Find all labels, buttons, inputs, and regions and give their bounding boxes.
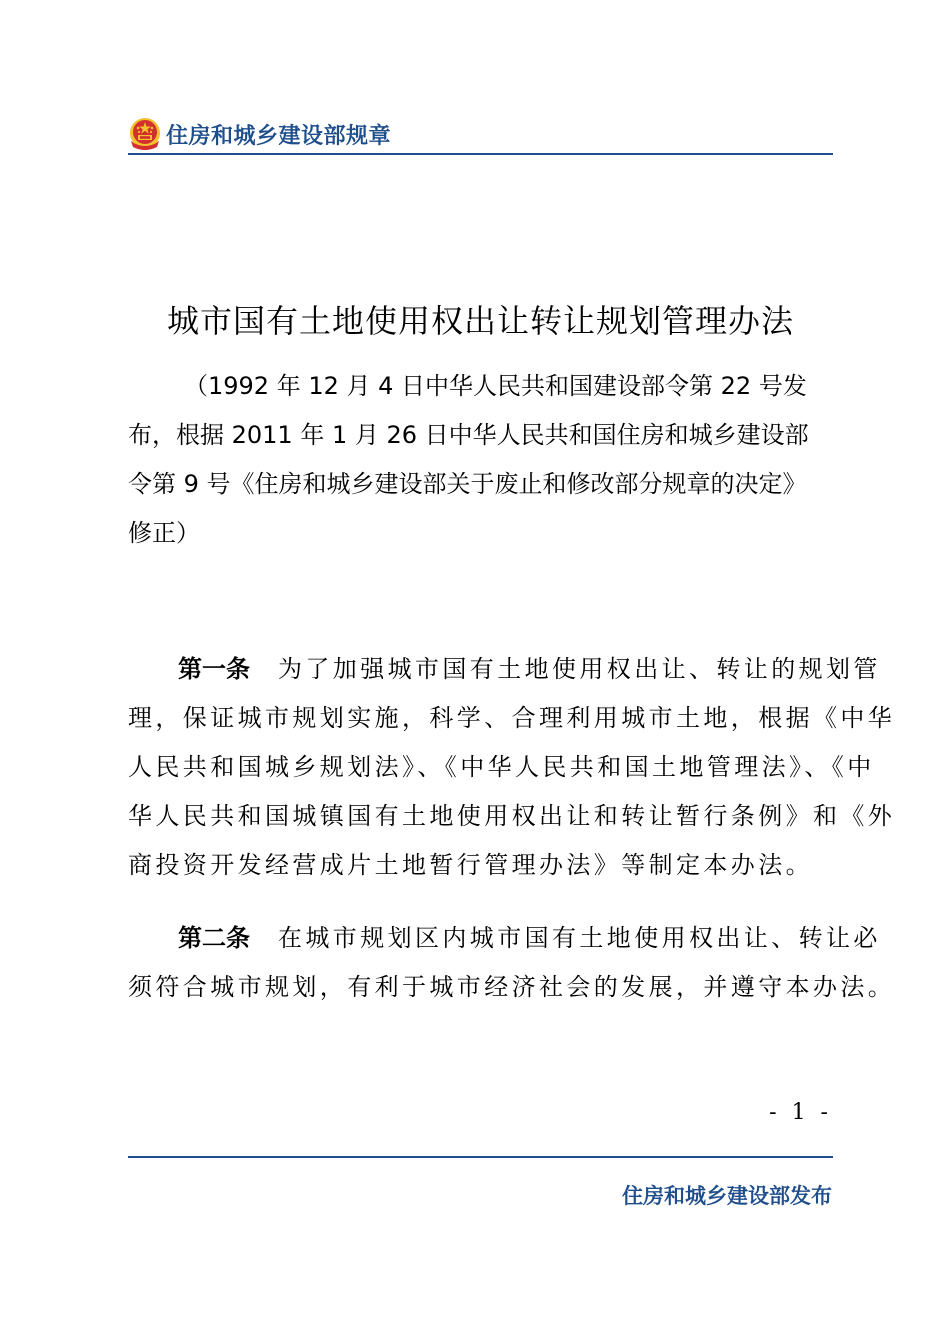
document-subtitle xyxy=(128,362,833,558)
footer-publisher: 住房和城乡建设部发布 xyxy=(622,1184,832,1208)
article-1 xyxy=(128,645,896,890)
header-divider xyxy=(128,153,833,155)
article-line xyxy=(128,645,881,694)
subtitle-line: 令第 9 号《住房和城乡建设部关于废止和修改部分规章的决定》 xyxy=(128,470,807,498)
page-header xyxy=(128,116,391,152)
document-title: 城市国有土地使用权出让转让规划管理办法 xyxy=(166,302,794,340)
page-number: - 1 - xyxy=(769,1100,832,1125)
article-text: 在城市规划区内城市国有土地使用权出让、转让必 xyxy=(278,924,881,952)
article-label: 第二条 xyxy=(178,924,250,952)
subtitle-line: （1992 年 12 月 4 日中华人民共和国建设部令第 22 号发 xyxy=(184,372,807,400)
article-2 xyxy=(128,914,896,1012)
article-line: 须符合城市规划，有利于城市经济社会的发展，并遵守本办法。 xyxy=(128,973,896,1001)
article-line: 理，保证城市规划实施，科学、合理利用城市土地，根据《中华 xyxy=(128,704,896,732)
article-text: 为了加强城市国有土地使用权出让、转让的规划管 xyxy=(278,655,881,683)
article-line: 人民共和国城乡规划法》、《中华人民共和国土地管理法》、《中 xyxy=(128,753,875,781)
article-line: 商投资开发经营成片土地暂行管理办法》等制定本办法。 xyxy=(128,851,813,879)
header-title: 住房和城乡建设部规章 xyxy=(166,123,392,149)
footer-divider xyxy=(128,1156,833,1158)
article-label: 第一条 xyxy=(178,655,250,683)
subtitle-line: 修正） xyxy=(128,519,200,547)
article-line: 华人民共和国城镇国有土地使用权出让和转让暂行条例》和《外 xyxy=(128,802,896,830)
article-line xyxy=(128,914,881,963)
subtitle-line: 布，根据 2011 年 1 月 26 日中华人民共和国住房和城乡建设部 xyxy=(128,421,809,449)
national-emblem-icon xyxy=(128,117,162,151)
